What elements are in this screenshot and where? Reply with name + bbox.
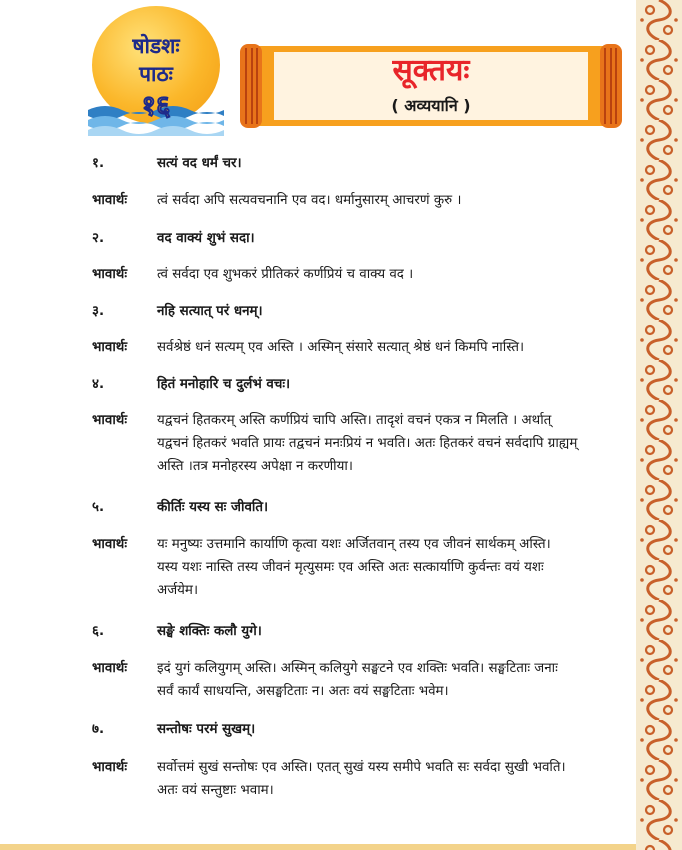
lesson-subtitle: ( अव्ययानि ) (391, 96, 471, 115)
badge-lesson-number: १६ (141, 89, 171, 122)
bhavartha-line: सर्वं कार्यं साधयन्ति, असङ्घटिताः न। अतः वयं सङ्घटिताः भवेम। (157, 684, 449, 699)
bhavartha-text (157, 189, 628, 212)
sukti-sentence: वद वाक्यं शुभं सदा। (157, 231, 255, 246)
lesson-badge (88, 6, 224, 136)
bhavartha-text (157, 336, 628, 359)
bhavartha-line: अतः वयं सन्तुष्टाः भवाम। (157, 783, 274, 798)
sukti-sentence: सत्यं वद धर्मं चर। (157, 156, 242, 171)
bhavartha-text (157, 657, 628, 703)
badge-lesson-ordinal: षोडशः (132, 34, 180, 58)
bhavartha-line: त्वं सर्वदा एव शुभकरं प्रीतिकरं कर्णप्रियं च वाक्य वद । (157, 267, 414, 282)
sukti-sentence: सङ्घे शक्तिः कलौ युगे। (157, 624, 262, 639)
bhavartha-line: त्वं सर्वदा अपि सत्यवचनानि एव वद। धर्मानुसारम् आचरणं कुरु । (157, 193, 462, 208)
bhavartha-label: भावार्थः (92, 340, 128, 355)
bhavartha-label: भावार्थः (92, 661, 128, 676)
bhavartha-line: सर्वोत्तमं सुखं सन्तोषः एव अस्ति। एतत् सुखं यस्य समीपे भवति सः सर्वदा सुखी भवति। (157, 760, 566, 775)
item-number: ७. (92, 722, 105, 737)
item-number: ६. (92, 624, 105, 639)
sukti-sentence: सन्तोषः परमं सुखम्। (157, 722, 256, 737)
item-number: ३. (92, 304, 105, 319)
title-banner (240, 42, 622, 130)
bhavartha-line: अर्जयेम। (157, 583, 199, 598)
bhavartha-line: यस्य यशः नास्ति तस्य जीवनं मृत्युसमः एव अस्ति अतः सत्कार्याणि कुर्वन्तः वयं यशः (157, 560, 544, 575)
decorative-border (636, 0, 682, 850)
sukti-sentence: कीर्तिः यस्य सः जीवति। (157, 500, 269, 515)
item-number: २. (92, 231, 105, 246)
bhavartha-line: यद्वचनं हितकरं भवति प्रायः तद्वचनं मनःप्रियं न भवति। अतः हितकरं वचनं सर्वदापि ग्राह्यम् (157, 436, 578, 451)
item-number: ४. (92, 377, 105, 392)
badge-lesson-word: पाठः (139, 62, 173, 86)
bhavartha-text (157, 533, 628, 602)
bhavartha-line: इदं युगं कलियुगम् अस्ति। अस्मिन् कलियुगे सङ्घटने एव शक्तिः भवति। सङ्घटिताः जनाः (157, 661, 558, 676)
item-number: ५. (92, 500, 105, 515)
bhavartha-text (157, 263, 628, 286)
bhavartha-line: यद्वचनं हितकरम् अस्ति कर्णप्रियं चापि अस्ति। तादृशं वचनं एकत्र न मिलति । अर्थात् (157, 413, 552, 428)
bhavartha-text (157, 409, 628, 478)
bhavartha-text (157, 756, 628, 802)
item-number: १. (92, 156, 105, 171)
bhavartha-line: यः मनुष्यः उत्तमानि कार्याणि कृत्वा यशः अर्जितवान् तस्य एव जीवनं सार्थकम् अस्ति। (157, 537, 551, 552)
bhavartha-line: अस्ति ।तत्र मनोहरस्य अपेक्षा न करणीया। (157, 459, 353, 474)
bhavartha-label: भावार्थः (92, 193, 128, 208)
sukti-sentence: हितं मनोहारि च दुर्लभं वचः। (157, 377, 291, 392)
sukti-sentence: नहि सत्यात् परं धनम्। (157, 304, 263, 319)
bhavartha-label: भावार्थः (92, 413, 128, 428)
bottom-border (0, 844, 636, 850)
bhavartha-label: भावार्थः (92, 760, 128, 775)
bhavartha-line: सर्वश्रेष्ठं धनं सत्यम् एव अस्ति । अस्मिन् संसारे सत्यात् श्रेष्ठं धनं किमपि नास्ति। (157, 340, 525, 355)
lesson-title: सूक्तयः (392, 53, 470, 88)
bhavartha-label: भावार्थः (92, 267, 128, 282)
bhavartha-label: भावार्थः (92, 537, 128, 552)
